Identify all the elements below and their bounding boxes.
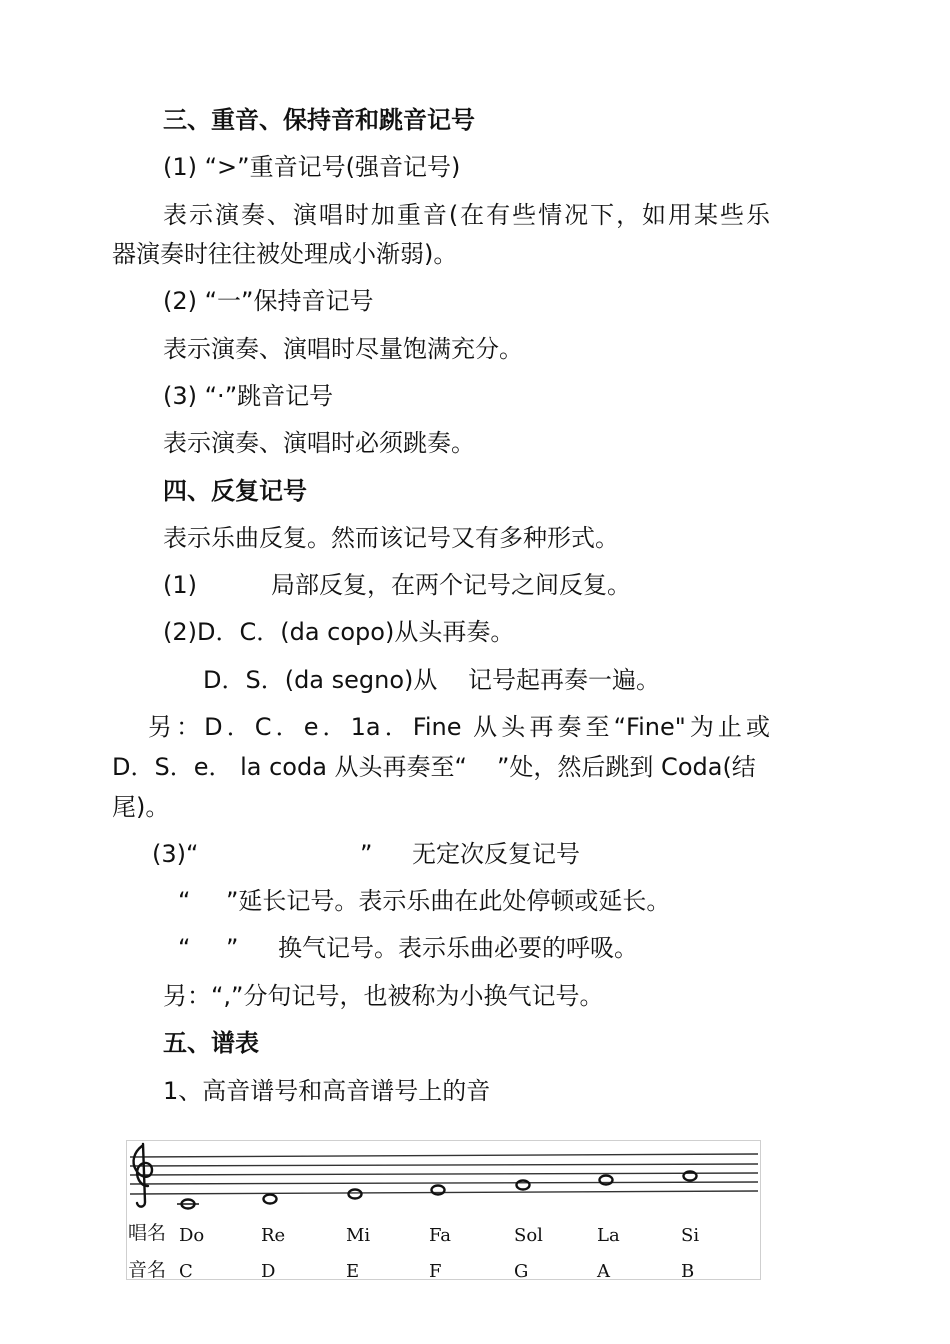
letter-label: B: [681, 1261, 695, 1280]
section5-heading: 五、谱表: [163, 1029, 259, 1057]
solfege-label: Mi: [346, 1225, 371, 1246]
accent-title: (1) “>”重音记号(强音记号): [163, 153, 461, 181]
solfege-label: Sol: [514, 1225, 543, 1246]
solfege-label: Si: [681, 1225, 700, 1246]
letter-label: E: [346, 1261, 360, 1280]
breath-quote-close: ”: [226, 934, 239, 962]
infinite-desc: 无定次反复记号: [412, 840, 580, 868]
solfege-label: Fa: [429, 1225, 451, 1246]
repeat-num: (1): [163, 571, 197, 599]
another-line-2b: ”处，然后跳到 Coda(结: [497, 753, 756, 781]
tenuto-desc: 表示演奏、演唱时尽量饱满充分。: [163, 335, 523, 363]
solfege-label: Do: [179, 1225, 205, 1246]
section4-heading: 四、反复记号: [163, 477, 307, 505]
da-capo-line: (2)D．C．(da copo)从头再奏。: [163, 618, 515, 646]
repeat-desc: 局部反复，在两个记号之间反复。: [271, 571, 631, 599]
solfege-row-label: 唱名: [128, 1222, 167, 1244]
breath-desc: 换气记号。表示乐曲必要的呼吸。: [278, 934, 638, 962]
letter-label: F: [429, 1261, 442, 1280]
repeat-intro: 表示乐曲反复。然而该记号又有多种形式。: [163, 524, 619, 552]
letter-label: G: [514, 1261, 529, 1280]
tenuto-title: (2) “一”保持音记号: [163, 287, 374, 315]
solfege-label: La: [597, 1225, 620, 1246]
accent-desc-2: 器演奏时往往被处理成小渐弱)。: [112, 240, 458, 268]
dal-segno-a: D．S．(da segno)从: [203, 666, 438, 694]
letter-label: D: [261, 1261, 276, 1280]
staccato-title: (3) “·”跳音记号: [163, 382, 334, 410]
treble-staff-figure: [126, 1140, 761, 1280]
letter-label: C: [179, 1261, 193, 1280]
another-line-2a: D．S．e． la coda 从头再奏至“: [112, 753, 467, 781]
breath-quote-open: “: [178, 934, 191, 962]
another-line-1: 另：D．C．e．1a．Fine 从头再奏至“Fine"为止或: [148, 713, 770, 741]
letter-row-label: 音名: [128, 1259, 167, 1280]
letter-label: A: [597, 1261, 610, 1280]
section3-heading: 三、重音、保持音和跳音记号: [163, 106, 475, 134]
solfege-label: Re: [261, 1225, 286, 1246]
fermata-quote-open: “: [178, 887, 191, 915]
staccato-desc: 表示演奏、演唱时必须跳奏。: [163, 429, 475, 457]
comma-note: 另：“,”分句记号，也被称为小换气记号。: [163, 982, 604, 1010]
infinite-quote-close: ”: [360, 840, 373, 868]
infinite-quote-open: (3)“: [152, 840, 199, 868]
staff-subheading: 1、高音谱号和高音谱号上的音: [163, 1077, 491, 1105]
fermata-desc: ”延长记号。表示乐曲在此处停顿或延长。: [226, 887, 671, 915]
dal-segno-b: 记号起再奏一遍。: [468, 666, 660, 694]
accent-desc-1: 表示演奏、演唱时加重音(在有些情况下，如用某些乐: [163, 201, 770, 229]
another-line-3: 尾)。: [112, 793, 170, 821]
